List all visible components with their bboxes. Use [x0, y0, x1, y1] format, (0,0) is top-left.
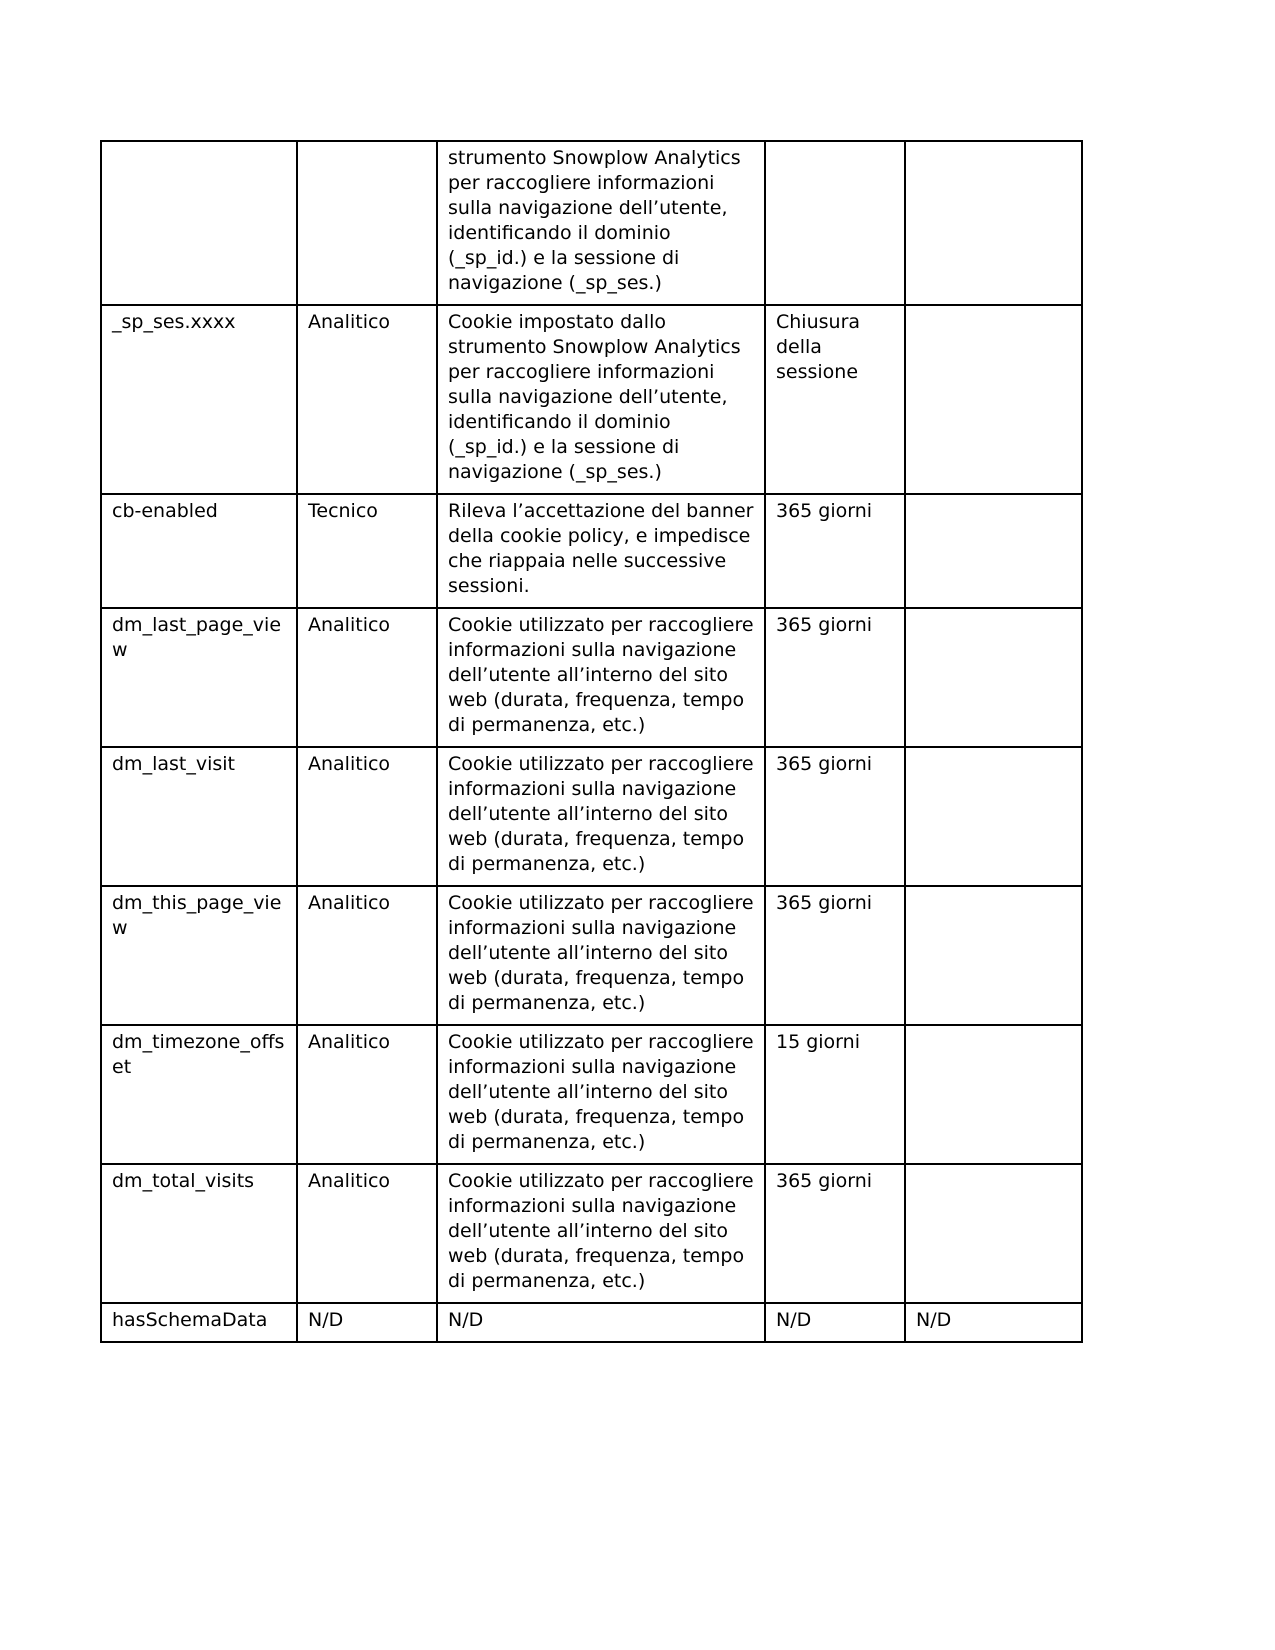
cell-cookie-notes: [905, 141, 1082, 305]
cell-cookie-type: Analitico: [297, 747, 437, 886]
table-row: [101, 1164, 1082, 1303]
cell-cookie-type: Analitico: [297, 886, 437, 1025]
cell-cookie-name: dm_last_visit: [101, 747, 297, 886]
cell-cookie-description: N/D: [437, 1303, 765, 1342]
cell-cookie-duration: Chiusura della sessione: [765, 305, 905, 494]
cell-cookie-name: dm_last_page_view: [101, 608, 297, 747]
cell-cookie-description: Cookie utilizzato per raccogliere informazioni sulla navigazione dell’utente all’interno del sito web (durata, frequenza, tempo di permanenza, etc.): [437, 1164, 765, 1303]
cell-cookie-notes: [905, 747, 1082, 886]
cell-cookie-name: cb-enabled: [101, 494, 297, 608]
table-row: [101, 305, 1082, 494]
cell-cookie-name: hasSchemaData: [101, 1303, 297, 1342]
cell-cookie-description: Cookie utilizzato per raccogliere informazioni sulla navigazione dell’utente all’interno del sito web (durata, frequenza, tempo di permanenza, etc.): [437, 608, 765, 747]
cell-cookie-duration: 15 giorni: [765, 1025, 905, 1164]
cell-cookie-description: strumento Snowplow Analytics per raccogliere informazioni sulla navigazione dell’utente, identificando il dominio (_sp_id.) e la sessione di navigazione (_sp_ses.): [437, 141, 765, 305]
cell-cookie-notes: [905, 305, 1082, 494]
table-row: [101, 747, 1082, 886]
table-row: [101, 141, 1082, 305]
cell-cookie-notes: [905, 1025, 1082, 1164]
cell-cookie-name: [101, 141, 297, 305]
table-row: [101, 886, 1082, 1025]
cell-cookie-description: Cookie impostato dallo strumento Snowplow Analytics per raccogliere informazioni sulla navigazione dell’utente, identificando il dominio (_sp_id.) e la sessione di navigazione (_sp_ses.): [437, 305, 765, 494]
cell-cookie-duration: 365 giorni: [765, 1164, 905, 1303]
cell-cookie-notes: N/D: [905, 1303, 1082, 1342]
cell-cookie-name: dm_timezone_offset: [101, 1025, 297, 1164]
cell-cookie-type: Analitico: [297, 1164, 437, 1303]
cell-cookie-description: Cookie utilizzato per raccogliere informazioni sulla navigazione dell’utente all’interno del sito web (durata, frequenza, tempo di permanenza, etc.): [437, 1025, 765, 1164]
cell-cookie-type: Analitico: [297, 1025, 437, 1164]
table-row: [101, 608, 1082, 747]
cell-cookie-type: [297, 141, 437, 305]
cell-cookie-description: Cookie utilizzato per raccogliere informazioni sulla navigazione dell’utente all’interno del sito web (durata, frequenza, tempo di permanenza, etc.): [437, 886, 765, 1025]
cell-cookie-type: N/D: [297, 1303, 437, 1342]
cell-cookie-name: dm_this_page_view: [101, 886, 297, 1025]
table-row: [101, 494, 1082, 608]
table-row: [101, 1025, 1082, 1164]
cell-cookie-description: Cookie utilizzato per raccogliere informazioni sulla navigazione dell’utente all’interno del sito web (durata, frequenza, tempo di permanenza, etc.): [437, 747, 765, 886]
cell-cookie-duration: N/D: [765, 1303, 905, 1342]
cell-cookie-notes: [905, 886, 1082, 1025]
cell-cookie-type: Analitico: [297, 305, 437, 494]
cell-cookie-notes: [905, 608, 1082, 747]
cell-cookie-name: _sp_ses.xxxx: [101, 305, 297, 494]
cell-cookie-name: dm_total_visits: [101, 1164, 297, 1303]
cell-cookie-duration: [765, 141, 905, 305]
cell-cookie-duration: 365 giorni: [765, 747, 905, 886]
cell-cookie-duration: 365 giorni: [765, 886, 905, 1025]
cell-cookie-notes: [905, 494, 1082, 608]
table-row: [101, 1303, 1082, 1342]
cell-cookie-type: Analitico: [297, 608, 437, 747]
cell-cookie-duration: 365 giorni: [765, 608, 905, 747]
document-page: [100, 140, 1081, 1343]
cell-cookie-duration: 365 giorni: [765, 494, 905, 608]
cookie-table: [100, 140, 1083, 1343]
cell-cookie-type: Tecnico: [297, 494, 437, 608]
cell-cookie-description: Rileva l’accettazione del banner della cookie policy, e impedisce che riappaia nelle successive sessioni.: [437, 494, 765, 608]
cell-cookie-notes: [905, 1164, 1082, 1303]
